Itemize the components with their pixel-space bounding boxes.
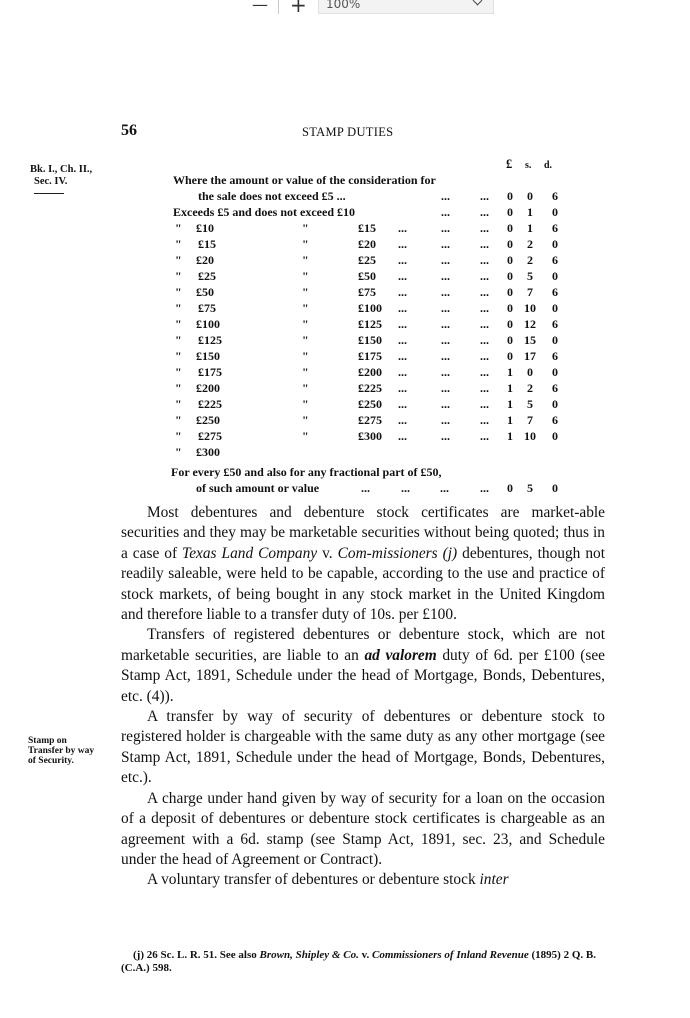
row-pounds: 0 xyxy=(507,301,513,315)
row-ditto-mark: " xyxy=(302,237,309,251)
row-pence: 6 xyxy=(552,189,558,203)
row-ditto-mark: " xyxy=(175,381,182,395)
row-leader-dots: ... xyxy=(441,365,450,379)
zoom-out-button[interactable]: — xyxy=(252,0,268,14)
row-leader-dots: ... xyxy=(441,413,450,427)
row-pence: 6 xyxy=(552,381,558,395)
text-run: debentures, though not readily saleable, were held to be capable, according to the use and practice of stock markets, of being bought in any stock market in the United Kingdom and therefore liable to a transfer duty of 10s. per £100. xyxy=(121,544,605,624)
row-pounds: 0 xyxy=(507,221,513,235)
row-leader-dots: ... xyxy=(441,397,450,411)
table-row xyxy=(0,205,690,221)
row-leader-dots: ... xyxy=(480,481,489,495)
table-row xyxy=(0,445,690,461)
row-range-from: £250 xyxy=(196,413,220,427)
row-ditto-mark: " xyxy=(175,365,182,379)
row-leader-dots: ... xyxy=(441,333,450,347)
row-range-from: £25 xyxy=(198,269,216,283)
row-leader-dots: ... xyxy=(398,269,407,283)
row-shillings: 5 xyxy=(527,397,533,411)
row-ditto-mark: " xyxy=(302,221,309,235)
row-ditto-mark: " xyxy=(302,365,309,379)
row-pounds: 0 xyxy=(507,189,513,203)
row-range-to: £75 xyxy=(358,285,376,299)
row-range-to: £50 xyxy=(358,269,376,283)
row-leader-dots: ... xyxy=(441,317,450,331)
row-pence: 0 xyxy=(552,269,558,283)
row-shillings: 2 xyxy=(527,237,533,251)
row-leader-dots: ... xyxy=(398,221,407,235)
footnote-ref: (j) xyxy=(437,544,458,562)
row-range-to: £175 xyxy=(358,349,382,363)
table-row-footer xyxy=(0,481,690,497)
row-leader-dots: ... xyxy=(398,413,407,427)
row-ditto-mark: " xyxy=(175,397,182,411)
row-leader-dots: ... xyxy=(480,237,489,251)
row-pence: 0 xyxy=(552,397,558,411)
row-pence: 0 xyxy=(552,429,558,443)
row-leader-dots: ... xyxy=(441,429,450,443)
row-pence: 0 xyxy=(552,365,558,379)
table-row xyxy=(0,317,690,333)
latin-term: ad valorem xyxy=(364,646,437,664)
row-pounds: 1 xyxy=(507,365,513,379)
row-ditto-mark: " xyxy=(175,253,182,267)
row-shillings: 10 xyxy=(524,301,536,315)
row-range-to: £20 xyxy=(358,237,376,251)
table-row xyxy=(0,237,690,253)
row-pounds: 0 xyxy=(507,253,513,267)
row-range-from: £300 xyxy=(196,445,220,459)
row-shillings: 2 xyxy=(527,253,533,267)
row-pounds: 1 xyxy=(507,397,513,411)
row-range-from: £15 xyxy=(198,237,216,251)
case-name: Texas Land Company xyxy=(182,544,318,562)
row-leader-dots: ... xyxy=(440,481,449,495)
row-pence: 0 xyxy=(552,333,558,347)
row-range-to: £250 xyxy=(358,397,382,411)
text-run: A voluntary transfer of debentures or debenture stock xyxy=(147,871,480,889)
column-head-pence: d. xyxy=(544,160,553,171)
text-run: v. xyxy=(358,949,372,961)
row-leader-dots: ... xyxy=(441,285,450,299)
row-pence: 6 xyxy=(552,285,558,299)
row-pence: 0 xyxy=(552,237,558,251)
row-range-from: £125 xyxy=(198,333,222,347)
row-range-to: £300 xyxy=(358,429,382,443)
row-shillings: 7 xyxy=(527,285,533,299)
row-leader-dots: ... xyxy=(480,381,489,395)
row-pence: 6 xyxy=(552,253,558,267)
row-range-to: £125 xyxy=(358,317,382,331)
row-shillings: 0 xyxy=(527,365,533,379)
table-row xyxy=(0,333,690,349)
table-row xyxy=(0,301,690,317)
row-pounds: 0 xyxy=(507,333,513,347)
row-range-to: £100 xyxy=(358,301,382,315)
text-run: Transfers of registered debentures or debenture stock, which are not marketable securities, are liable to an xyxy=(121,626,605,664)
row-ditto-mark: " xyxy=(175,269,182,283)
row-pence: 6 xyxy=(552,349,558,363)
table-row xyxy=(0,285,690,301)
row-pence: 0 xyxy=(552,205,558,219)
row-leader-dots: ... xyxy=(398,381,407,395)
zoom-in-button[interactable]: + xyxy=(290,0,307,17)
row-leader-dots: ... xyxy=(480,413,489,427)
row-ditto-mark: " xyxy=(302,397,309,411)
row-range-to: £150 xyxy=(358,333,382,347)
row-ditto-mark: " xyxy=(175,237,182,251)
row-range-to: £15 xyxy=(358,221,376,235)
row-shillings: 12 xyxy=(524,317,536,331)
row-leader-dots: ... xyxy=(441,381,450,395)
row-shillings: 2 xyxy=(527,381,533,395)
row-leader-dots: ... xyxy=(480,349,489,363)
paragraph xyxy=(121,625,605,707)
row-leader-dots: ... xyxy=(480,365,489,379)
row-leader-dots: ... xyxy=(480,317,489,331)
row-leader-dots: ... xyxy=(361,481,370,495)
table-footer: For every £50 and also for any fractional part of £50, xyxy=(171,465,442,479)
margin-ref-line: Sec. IV. xyxy=(34,176,68,187)
case-name: Brown, Shipley & Co. xyxy=(259,949,359,961)
text-run: (1895) 2 Q. B. (C.A.) 598. xyxy=(121,949,596,974)
table-row xyxy=(0,221,690,237)
row-leader-dots: ... xyxy=(398,397,407,411)
row-ditto-mark: " xyxy=(302,381,309,395)
row-pence: 0 xyxy=(552,481,558,495)
row-ditto-mark: " xyxy=(175,429,182,443)
case-name: Com-missioners xyxy=(337,544,438,562)
row-pounds: 1 xyxy=(507,429,513,443)
zoom-select[interactable] xyxy=(318,0,494,14)
row-leader-dots: ... xyxy=(480,205,489,219)
page-number: 56 xyxy=(121,122,137,139)
row-leader-dots: ... xyxy=(480,301,489,315)
table-row xyxy=(0,269,690,285)
row-ditto-mark: " xyxy=(175,349,182,363)
row-pounds: 1 xyxy=(507,413,513,427)
body-text xyxy=(121,503,605,891)
row-range-to: £25 xyxy=(358,253,376,267)
paragraph xyxy=(121,503,605,625)
margin-note xyxy=(28,736,94,766)
row-ditto-mark: " xyxy=(302,413,309,427)
row-pounds: 0 xyxy=(507,237,513,251)
footnote xyxy=(121,949,605,975)
row-range-from: £150 xyxy=(196,349,220,363)
row-ditto-mark: " xyxy=(175,301,182,315)
row-leader-dots: ... xyxy=(398,333,407,347)
row-ditto-mark: " xyxy=(175,333,182,347)
row-leader-dots: ... xyxy=(480,221,489,235)
row-range-from: £275 xyxy=(198,429,222,443)
row-leader-dots: ... xyxy=(480,285,489,299)
row-shillings: 0 xyxy=(527,189,533,203)
row-shillings: 10 xyxy=(524,429,536,443)
margin-ref-line: Bk. I., Ch. II., xyxy=(30,164,93,175)
row-leader-dots: ... xyxy=(398,365,407,379)
row-range-from: £10 xyxy=(196,221,214,235)
column-head-shillings: s. xyxy=(525,160,532,171)
row-pence: 6 xyxy=(552,413,558,427)
row-leader-dots: ... xyxy=(441,269,450,283)
case-name: Commissioners of Inland Revenue xyxy=(371,949,529,961)
text-run: duty of 6d. per £100 (see Stamp Act, 1891, Schedule under the head of Mortgage, Bonds, Debentures, etc. (4)). xyxy=(121,646,606,705)
margin-note-line: Transfer by way xyxy=(28,746,95,756)
row-range-from: £225 xyxy=(198,397,222,411)
row-range-from: of such amount or value xyxy=(196,481,320,495)
row-leader-dots: ... xyxy=(480,253,489,267)
row-leader-dots: ... xyxy=(441,237,450,251)
row-pounds: 1 xyxy=(507,381,513,395)
row-range-from: £20 xyxy=(196,253,214,267)
row-leader-dots: ... xyxy=(441,221,450,235)
row-range-from: £75 xyxy=(198,301,216,315)
row-pounds: 0 xyxy=(507,349,513,363)
row-leader-dots: ... xyxy=(441,349,450,363)
viewer-toolbar xyxy=(0,0,690,16)
row-leader-dots: ... xyxy=(480,397,489,411)
row-pounds: 0 xyxy=(507,285,513,299)
table-row xyxy=(0,381,690,397)
table-row xyxy=(0,429,690,445)
text-run: v. xyxy=(317,544,338,562)
paragraph xyxy=(121,870,605,890)
row-range-to: £200 xyxy=(358,365,382,379)
row-pence: 6 xyxy=(552,221,558,235)
running-head: STAMP DUTIES xyxy=(302,125,394,139)
row-leader-dots: ... xyxy=(398,317,407,331)
row-leader-dots: ... xyxy=(398,285,407,299)
table-row xyxy=(0,397,690,413)
row-leader-dots: ... xyxy=(480,269,489,283)
row-shillings: 1 xyxy=(527,205,533,219)
row-shillings: 5 xyxy=(527,269,533,283)
row-pounds: 0 xyxy=(507,317,513,331)
row-range-from: £100 xyxy=(196,317,220,331)
row-ditto-mark: " xyxy=(302,285,309,299)
row-pounds: 0 xyxy=(507,269,513,283)
row-ditto-mark: " xyxy=(302,253,309,267)
row-shillings: 1 xyxy=(527,221,533,235)
row-pounds: 0 xyxy=(507,481,513,495)
row-ditto-mark: " xyxy=(175,413,182,427)
row-ditto-mark: " xyxy=(302,349,309,363)
margin-note-line: of Security. xyxy=(28,756,74,766)
row-range-from: £50 xyxy=(196,285,214,299)
row-leader-dots: ... xyxy=(441,205,450,219)
row-ditto-mark: " xyxy=(175,221,182,235)
toolbar-separator xyxy=(278,0,279,14)
latin-term: inter xyxy=(479,871,509,889)
row-leader-dots: ... xyxy=(398,301,407,315)
table-row xyxy=(0,189,690,205)
row-shillings: 7 xyxy=(527,413,533,427)
row-range-from: the sale does not exceed £5 ... xyxy=(198,189,346,203)
table-row xyxy=(0,253,690,269)
table-row xyxy=(0,365,690,381)
row-ditto-mark: " xyxy=(302,429,309,443)
row-range-to: £225 xyxy=(358,381,382,395)
zoom-level: 100% xyxy=(326,0,361,11)
table-row xyxy=(0,349,690,365)
table-row xyxy=(0,413,690,429)
row-ditto-mark: " xyxy=(175,317,182,331)
row-leader-dots: ... xyxy=(441,301,450,315)
row-leader-dots: ... xyxy=(398,349,407,363)
row-ditto-mark: " xyxy=(175,285,182,299)
row-leader-dots: ... xyxy=(441,253,450,267)
row-pence: 6 xyxy=(552,317,558,331)
margin-note-line: Stamp on xyxy=(28,736,67,746)
paragraph: A charge under hand given by way of security for a loan on the occasion of a deposit of debentures or debenture stock certificates is chargeable as an agreement with a 6d. stamp (see Stamp Act, 1891, sec. 23, and Schedule under the head of Agreement or Contract). xyxy=(121,789,605,868)
row-pence: 0 xyxy=(552,301,558,315)
column-head-pounds: £ xyxy=(506,157,513,171)
row-ditto-mark: " xyxy=(302,333,309,347)
text-run: (j) 26 Sc. L. R. 51. See also xyxy=(133,949,260,961)
row-shillings: 15 xyxy=(524,333,536,347)
row-leader-dots: ... xyxy=(398,253,407,267)
row-leader-dots: ... xyxy=(401,481,410,495)
table-intro: Where the amount or value of the consideration for xyxy=(173,173,436,187)
row-pounds: 0 xyxy=(507,205,513,219)
row-ditto-mark: " xyxy=(302,269,309,283)
row-ditto-mark: " xyxy=(302,317,309,331)
row-leader-dots: ... xyxy=(398,429,407,443)
margin-reference xyxy=(30,164,92,188)
text-run: Most debentures and debenture stock certificates are market-able securities and they may be marketable securities without being quoted; thus in a case of xyxy=(121,504,605,562)
row-leader-dots: ... xyxy=(480,189,489,203)
row-range-from: Exceeds £5 and does not exceed £10 xyxy=(173,205,355,219)
row-range-to: £275 xyxy=(358,413,382,427)
paragraph: A transfer by way of security of debentures or debenture stock to registered holder is chargeable with the same duty as any other mortgage (see Stamp Act, 1891, Schedule under the head of Mortgage, Bonds, Debentures, etc.). xyxy=(121,708,605,787)
row-shillings: 17 xyxy=(524,349,536,363)
row-leader-dots: ... xyxy=(480,333,489,347)
row-leader-dots: ... xyxy=(441,189,450,203)
row-ditto-mark: " xyxy=(302,301,309,315)
row-leader-dots: ... xyxy=(398,237,407,251)
row-ditto-mark: " xyxy=(175,445,182,459)
row-leader-dots: ... xyxy=(480,429,489,443)
row-shillings: 5 xyxy=(527,481,533,495)
row-range-from: £175 xyxy=(198,365,222,379)
chevron-down-icon[interactable] xyxy=(473,0,483,5)
row-range-from: £200 xyxy=(196,381,220,395)
